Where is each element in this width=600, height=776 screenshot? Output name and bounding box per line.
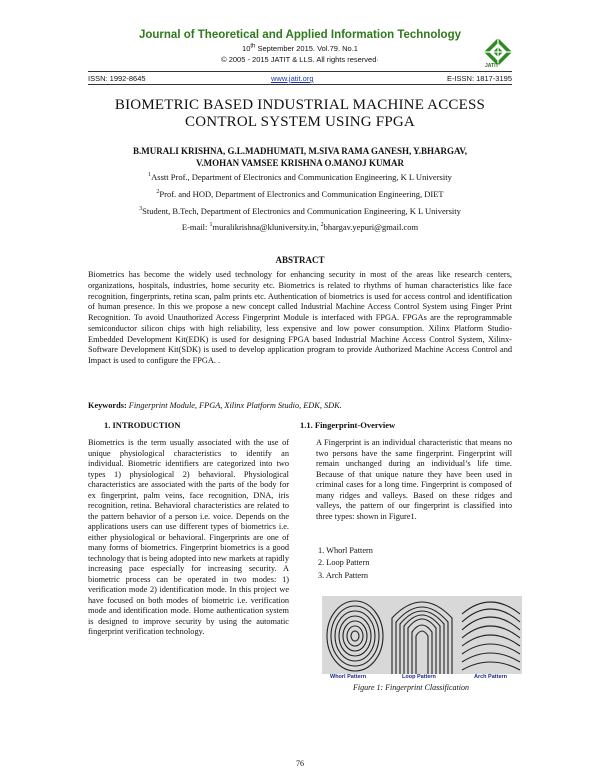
whorl-label: Whorl Pattern (330, 674, 367, 680)
logo-text: JATIT (485, 63, 499, 69)
fingerprint-figure (322, 596, 522, 674)
affiliation-3: $^3$Student, B.Tech, Department of Electronics and Communication Engineering, K L University (139, 206, 461, 216)
page-number: 76 (296, 759, 304, 768)
arch-label: Arch Pattern (474, 674, 508, 680)
email-1[interactable]: muralikrishna@kluniversity.in, (212, 222, 319, 232)
affiliation-2: $^2$Prof. and HOD, Department of Electronics and Communication Engineering, DIET (156, 189, 444, 199)
title-line-2: CONTROL SYSTEM USING FPGA (185, 114, 415, 130)
website-link[interactable]: www.jatit.org (271, 74, 314, 83)
pattern-list (318, 545, 373, 582)
issue-rest: September 2015. Vol.79. No.1 (255, 44, 358, 53)
authors-line-1: B.MURALI KRISHNA, G.L.MADHUMATI, M.SIVA RAMA GANESH, Y.BHARGAV, (133, 146, 467, 156)
overview-text: A Fingerprint is an individual characteristic that means no two persons have the same fingerprint. Fingerprint will remain unchanged during an individual’s life time. Because of that unique nature they have been used in criminal cases for a long time. Fingerprint is composed of many ridges and valleys. Based on these ridges and valleys, the pattern of our fingerprint is classified into three types: shown in Figure1. (316, 438, 512, 521)
keywords-line (88, 401, 512, 410)
authors-line-2: V.MOHAN VAMSEE KRISHNA O.MANOJ KUMAR (195, 158, 404, 168)
email-2[interactable]: bhargav.yepuri@gmail.com (323, 222, 419, 232)
paper-title (60, 97, 540, 131)
issue-day-suffix: th (250, 43, 256, 50)
section-1-heading: 1. INTRODUCTION (104, 420, 181, 430)
keywords-label: Keywords: (88, 401, 127, 410)
list-item: 3. Arch Pattern (318, 570, 368, 580)
header-rule-bottom (88, 84, 512, 85)
list-item: 2. Loop Pattern (318, 558, 370, 568)
copyright-line: © 2005 - 2015 JATIT & LLS. All rights reserved· (221, 55, 379, 64)
title-line-1: BIOMETRIC BASED INDUSTRIAL MACHINE ACCESS (114, 97, 486, 113)
section-1-1-heading: 1.1. Fingerprint-Overview (300, 420, 396, 430)
author-list (70, 145, 530, 169)
list-item: 1. Whorl Pattern (318, 546, 373, 555)
loop-label: Loop Pattern (402, 674, 436, 680)
affiliation-1: $^1$Asstt Prof., Department of Electronics and Communication Engineering, K L University (148, 172, 452, 182)
abstract-heading: ABSTRACT (275, 255, 325, 265)
header-rule-top (88, 71, 512, 72)
issn-electronic: E-ISSN: 1817-3195 (446, 74, 512, 83)
issue-day: 10 (242, 44, 251, 53)
abstract-text: Biometrics has become the widely used technology for enhancing security in most of the areas like research centers, organizations, hospitals, industries, home security etc. Biometrics is related to rhythms of human characteristics like face recognition, fingerprints, retina scan, palm prints etc. Authentication of biometrics is used for access control and identification of human presence. In this we propose a new concept called Industrial Machine Access Control System using Finger Print Recognition. To avoid Unauthorized Access Fingerprint Module is interfaced with FPGA. FPGAs are the reprogrammable semiconductor silicon chips with high reliability, less expensive and low power consumption. Xilinx Platform Studio- Embedded Development Kit(EDK) is used for designing FPGA based Industrial Machine Access Control System, Xilinx- Software Development Kit(SDK) is used to develop application program to provide Authorized Machine Access Control and Impact is used to configure the FPGA. . (88, 270, 512, 365)
figure-caption: Figure 1: Fingerprint Classification (353, 683, 469, 692)
journal-title: Journal of Theoretical and Applied Information Technology (138, 29, 462, 41)
intro-text: Biometrics is the term usually associated with the use of unique physiological characteristics to identify an individual. Biometric identifiers are categorized into two types 1) physiological 2) behavioral. Physiological characteristics are associated with the parts of the body for ex fingerprint, palm veins, face recognition, DNA, iris recognition, retina. Behavioral characteristics are related to the pattern behavior of a person i.e. voice. Depends on the applications users can use different types of biometrics i.e. either physiological or behavioral. Fingerprints are one of many forms of biometrics. Fingerprint biometrics is a good technology that is being adopted into new markets at rapidly increasing pace especially for increasing security. A biometric process can be operated in two modes: 1) verification mode 2) identification mode. In this project we have focused on both modes of biometric i.e. verification mode and identification mode. Home authentication system is designed to improve security by using the automatic fingerprint verification technology. (88, 438, 289, 636)
email-line: E-mail: $^1$muralikrishna@kluniversity.in, $^2$bhargav.yepuri@gmail.com (181, 222, 419, 232)
email-label: E-mail: (181, 222, 208, 232)
keywords-text: Fingerprint Module, FPGA, Xilinx Platform Studio, EDK, SDK. (128, 401, 342, 410)
issn-print: ISSN: 1992-8645 (88, 74, 146, 83)
